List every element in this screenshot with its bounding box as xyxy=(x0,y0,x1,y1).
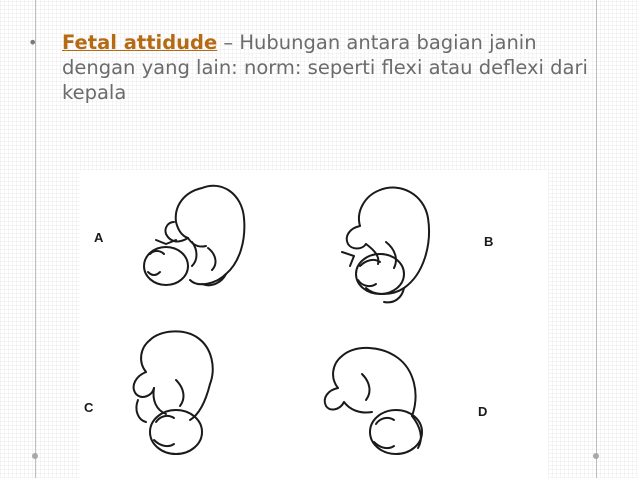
fetus-d-drawing xyxy=(325,348,422,454)
bullet-icon: • xyxy=(28,33,38,52)
label-b: B xyxy=(484,234,494,249)
right-frame-line xyxy=(596,0,597,478)
label-c: C xyxy=(84,400,94,415)
bullet-text xyxy=(62,30,588,105)
fetus-b-drawing xyxy=(342,188,429,303)
term-fetal-attitude: Fetal attidude xyxy=(62,31,218,54)
fetal-attitude-drawing xyxy=(80,170,548,478)
label-d: D xyxy=(478,404,488,419)
fetus-c-drawing xyxy=(134,331,213,454)
fetal-attitude-illustration xyxy=(80,170,548,478)
right-corner-dot xyxy=(593,453,599,459)
label-a: A xyxy=(94,230,104,245)
fetus-a-drawing xyxy=(144,186,244,286)
bullet-point xyxy=(28,30,588,105)
term-definition: – Hubungan antara bagian janin dengan yang lain: norm: seperti flexi atau deflexi dari kepala xyxy=(62,31,588,104)
left-corner-dot xyxy=(32,453,38,459)
